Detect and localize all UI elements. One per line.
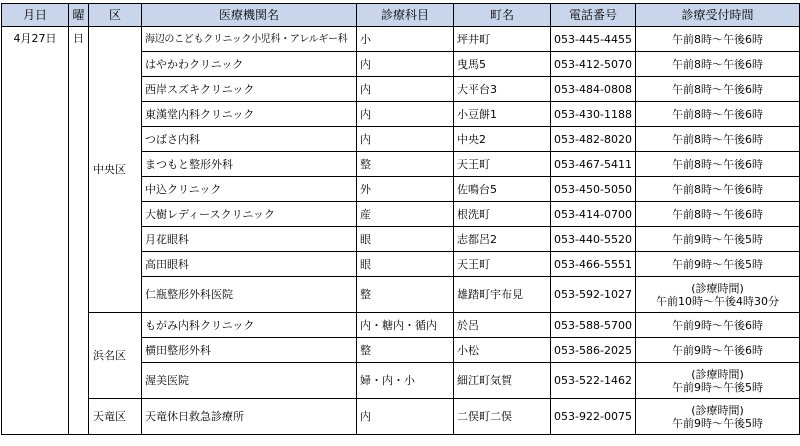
header-phone: 電話番号 bbox=[551, 4, 636, 27]
department: 内 bbox=[357, 399, 454, 435]
department: 内 bbox=[357, 127, 454, 152]
hours-label: (診療時間) bbox=[691, 281, 744, 295]
clinic-name: 横田整形外科 bbox=[142, 338, 357, 363]
phone: 053-466-5551 bbox=[551, 252, 636, 277]
header-day-of-week: 曜 bbox=[69, 4, 89, 27]
table-row bbox=[2, 313, 800, 338]
hours: 午前9時～午後5時 bbox=[636, 252, 800, 277]
ward-cell-tenryu: 天竜区 bbox=[89, 399, 142, 435]
hours-label: (診療時間) bbox=[691, 367, 744, 381]
hours: 午前8時～午後6時 bbox=[636, 102, 800, 127]
phone: 053-445-4455 bbox=[551, 27, 636, 52]
table-row bbox=[2, 27, 800, 52]
header-date: 月日 bbox=[2, 4, 69, 27]
department: 産 bbox=[357, 202, 454, 227]
town: 雄踏町宇布見 bbox=[454, 277, 551, 313]
table-row bbox=[2, 399, 800, 435]
town: 於呂 bbox=[454, 313, 551, 338]
header-hours: 診療受付時間 bbox=[636, 4, 800, 27]
hours bbox=[636, 399, 800, 435]
clinic-name: 海辺のこどもクリニック小児科・アレルギー科 bbox=[142, 27, 357, 52]
phone: 053-414-0700 bbox=[551, 202, 636, 227]
department: 整 bbox=[357, 277, 454, 313]
hours: 午前9時～午後5時 bbox=[636, 227, 800, 252]
day-of-week-cell: 日 bbox=[69, 27, 89, 435]
ward-cell-chuo: 中央区 bbox=[89, 27, 142, 313]
clinic-schedule-table bbox=[1, 3, 800, 435]
phone: 053-430-1188 bbox=[551, 102, 636, 127]
department: 婦・内・小 bbox=[357, 363, 454, 399]
town: 小豆餅1 bbox=[454, 102, 551, 127]
clinic-name: 中込クリニック bbox=[142, 177, 357, 202]
hours: 午前8時～午後6時 bbox=[636, 202, 800, 227]
department: 内 bbox=[357, 77, 454, 102]
hours: 午前8時～午後6時 bbox=[636, 27, 800, 52]
department: 整 bbox=[357, 338, 454, 363]
phone: 053-412-5070 bbox=[551, 52, 636, 77]
table-header-row bbox=[2, 4, 800, 27]
phone: 053-440-5520 bbox=[551, 227, 636, 252]
phone: 053-586-2025 bbox=[551, 338, 636, 363]
clinic-name: 月花眼科 bbox=[142, 227, 357, 252]
department: 眼 bbox=[357, 227, 454, 252]
header-clinic-name: 医療機関名 bbox=[142, 4, 357, 27]
phone: 053-450-5050 bbox=[551, 177, 636, 202]
hours-label: (診療時間) bbox=[691, 403, 744, 417]
clinic-name: はやかわクリニック bbox=[142, 52, 357, 77]
date-cell: 4月27日 bbox=[2, 27, 69, 435]
town: 大平台3 bbox=[454, 77, 551, 102]
phone: 053-592-1027 bbox=[551, 277, 636, 313]
town: 曳馬5 bbox=[454, 52, 551, 77]
town: 根洗町 bbox=[454, 202, 551, 227]
hours: 午前8時～午後6時 bbox=[636, 52, 800, 77]
town: 佐鳴台5 bbox=[454, 177, 551, 202]
clinic-name: 西岸スズキクリニック bbox=[142, 77, 357, 102]
hours: 午前8時～午後6時 bbox=[636, 77, 800, 102]
department: 外 bbox=[357, 177, 454, 202]
hours bbox=[636, 277, 800, 313]
town: 二俣町二俣 bbox=[454, 399, 551, 435]
clinic-name: 渥美医院 bbox=[142, 363, 357, 399]
clinic-name: もがみ内科クリニック bbox=[142, 313, 357, 338]
phone: 053-482-8020 bbox=[551, 127, 636, 152]
clinic-name: 大樹レディースクリニック bbox=[142, 202, 357, 227]
clinic-name: つばさ内科 bbox=[142, 127, 357, 152]
town: 志都呂2 bbox=[454, 227, 551, 252]
phone: 053-588-5700 bbox=[551, 313, 636, 338]
clinic-name: 仁瓶整形外科医院 bbox=[142, 277, 357, 313]
clinic-name: 東漢堂内科クリニック bbox=[142, 102, 357, 127]
department: 内 bbox=[357, 102, 454, 127]
hours bbox=[636, 363, 800, 399]
hours: 午前8時～午後6時 bbox=[636, 177, 800, 202]
clinic-name: 天竜休日救急診療所 bbox=[142, 399, 357, 435]
town: 天王町 bbox=[454, 252, 551, 277]
phone: 053-484-0808 bbox=[551, 77, 636, 102]
hours: 午前9時～午後6時 bbox=[636, 313, 800, 338]
town: 細江町気賀 bbox=[454, 363, 551, 399]
department: 小 bbox=[357, 27, 454, 52]
header-ward: 区 bbox=[89, 4, 142, 27]
phone: 053-922-0075 bbox=[551, 399, 636, 435]
department: 内・糖内・循内 bbox=[357, 313, 454, 338]
hours: 午前9時～午後6時 bbox=[636, 338, 800, 363]
department: 内 bbox=[357, 52, 454, 77]
town: 中央2 bbox=[454, 127, 551, 152]
header-department: 診療科目 bbox=[357, 4, 454, 27]
clinic-name: 高田眼科 bbox=[142, 252, 357, 277]
hours-value: 午前9時～午後5時 bbox=[672, 416, 763, 430]
town: 小松 bbox=[454, 338, 551, 363]
ward-cell-hamana: 浜名区 bbox=[89, 313, 142, 399]
department: 整 bbox=[357, 152, 454, 177]
town: 天王町 bbox=[454, 152, 551, 177]
department: 眼 bbox=[357, 252, 454, 277]
phone: 053-467-5411 bbox=[551, 152, 636, 177]
header-town: 町名 bbox=[454, 4, 551, 27]
town: 坪井町 bbox=[454, 27, 551, 52]
hours-value: 午前9時～午後5時 bbox=[672, 380, 763, 394]
phone: 053-522-1462 bbox=[551, 363, 636, 399]
clinic-name: まつもと整形外科 bbox=[142, 152, 357, 177]
hours: 午前8時～午後6時 bbox=[636, 127, 800, 152]
hours-value: 午前10時～午後4時30分 bbox=[656, 294, 779, 308]
hours: 午前8時～午後6時 bbox=[636, 152, 800, 177]
